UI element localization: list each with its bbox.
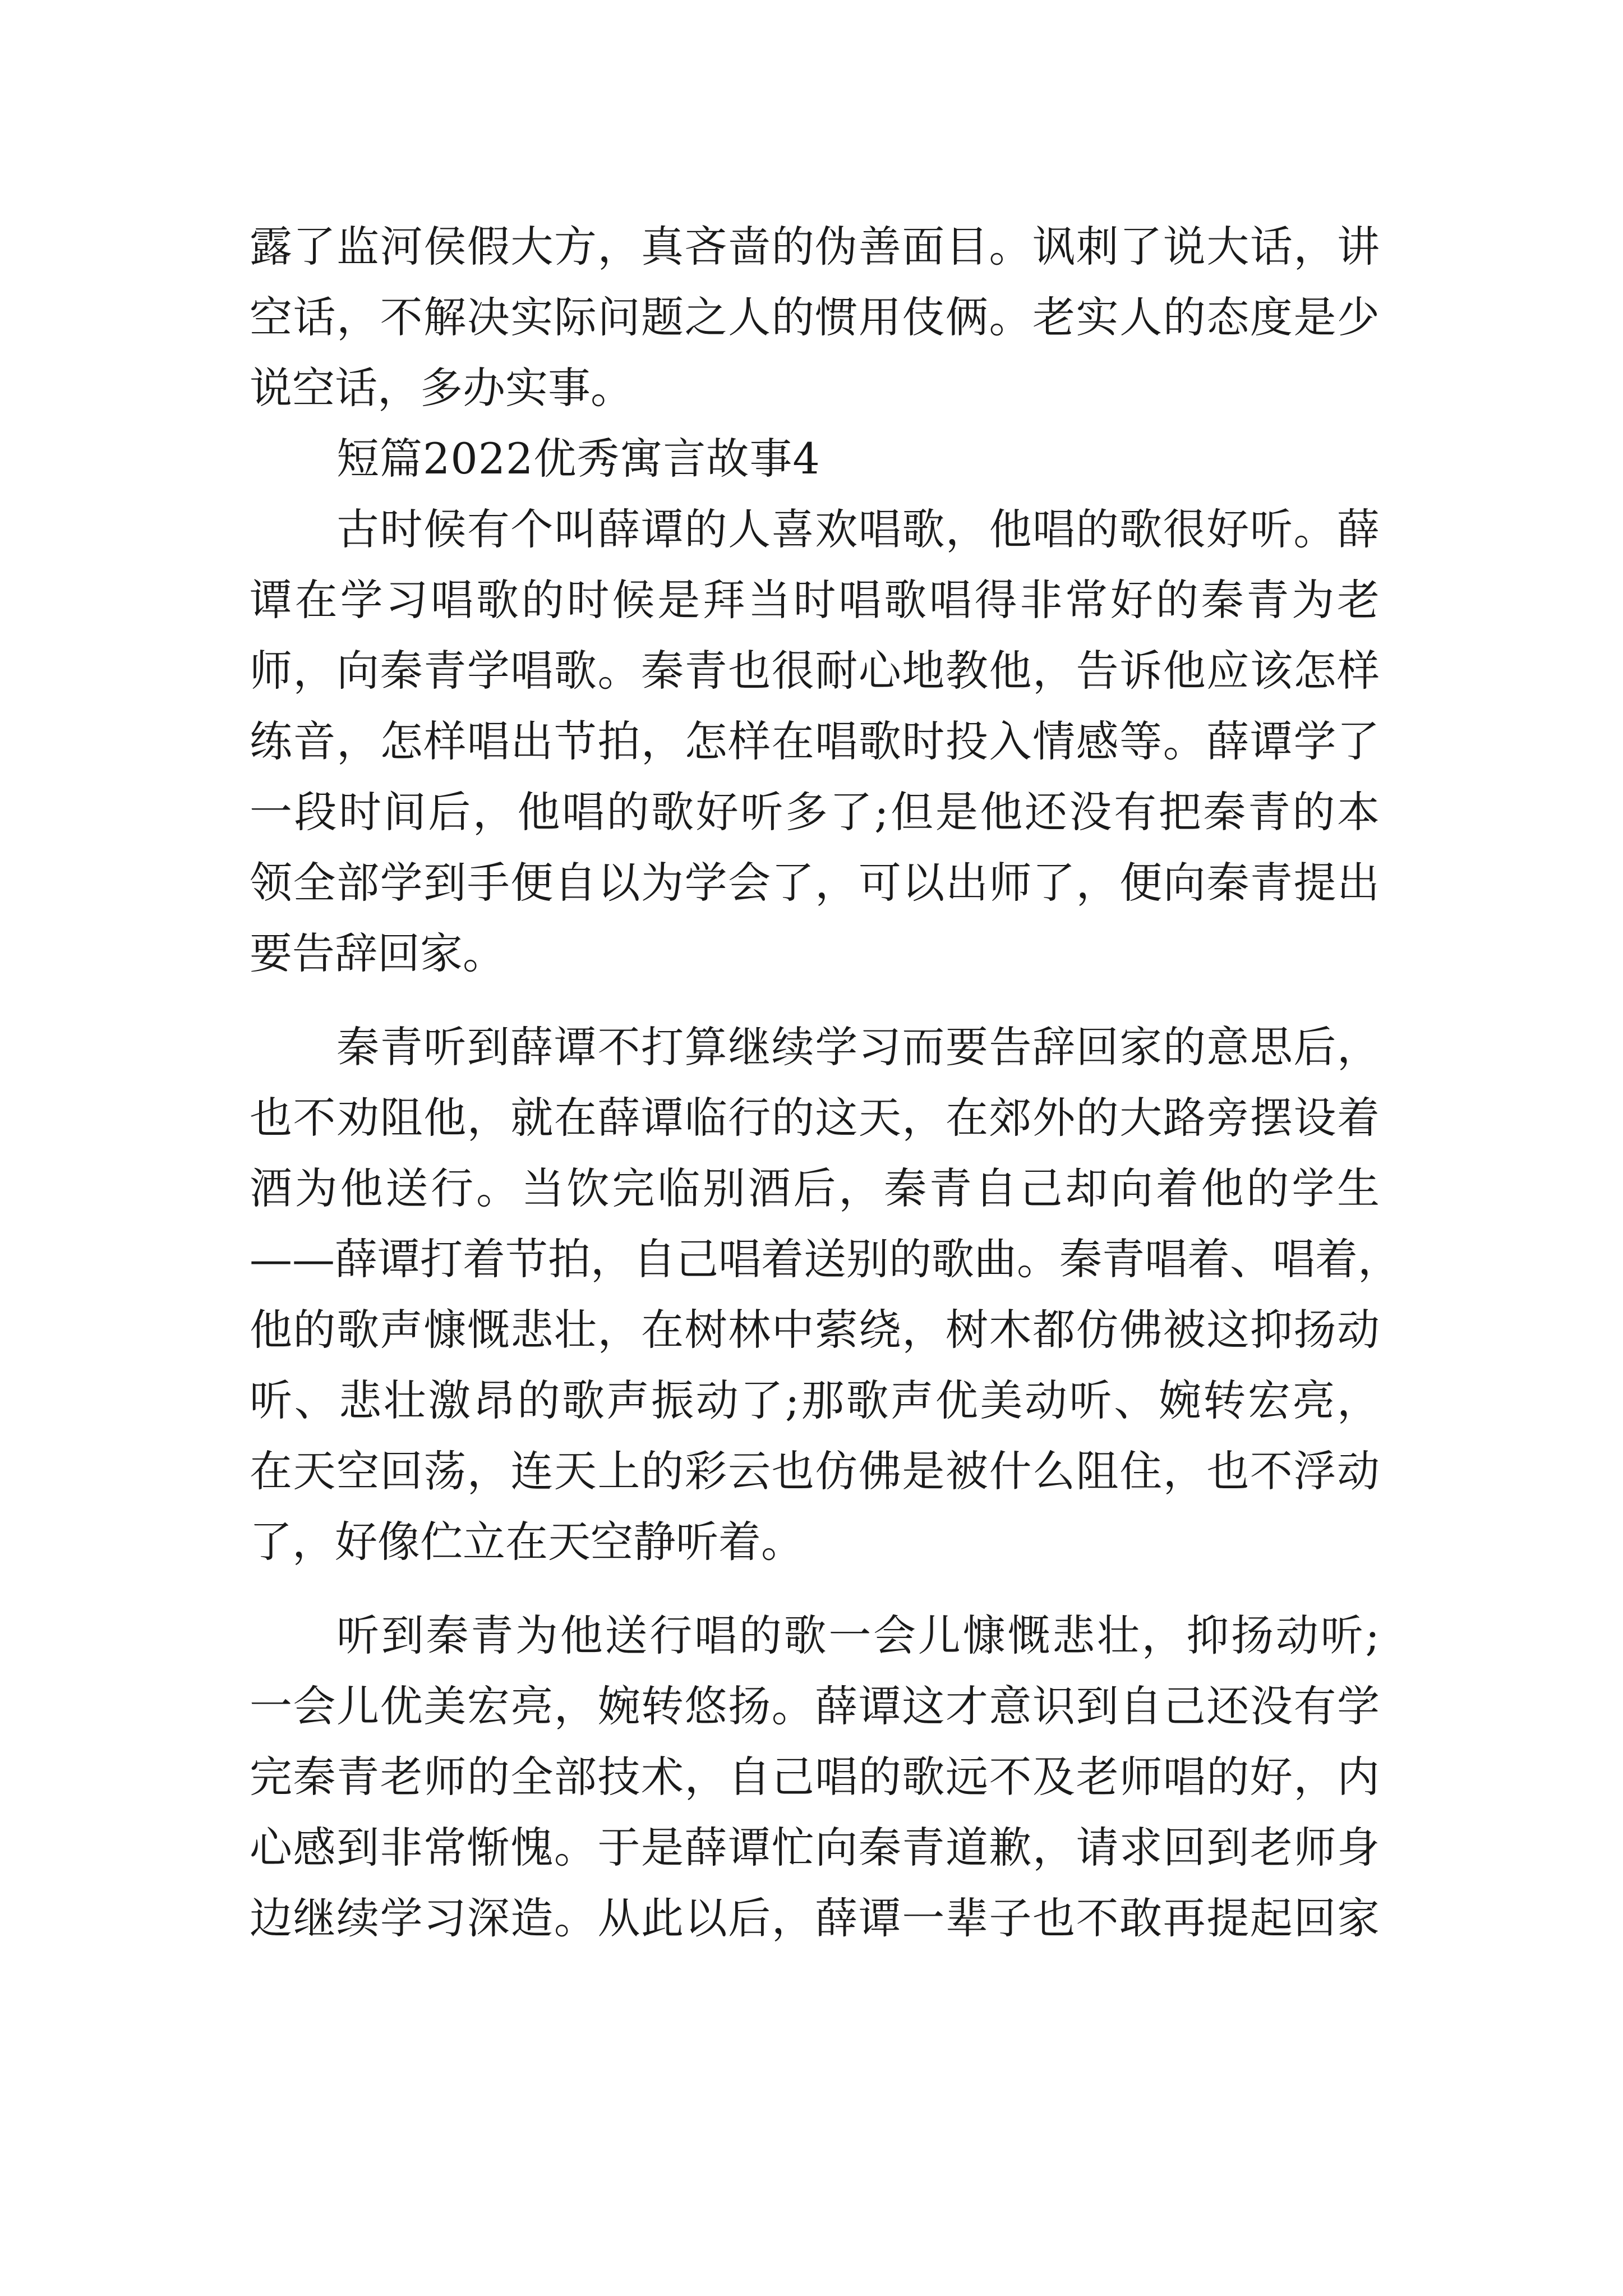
paragraph-line: 听、悲壮激昂的歌声振动了;那歌声优美动听、婉转宏亮， xyxy=(250,1375,1380,1425)
paragraph-line: 他的歌声慷慨悲壮，在树林中萦绕，树木都仿佛被这抑扬动 xyxy=(250,1305,1380,1355)
paragraph-line: 谭在学习唱歌的时候是拜当时唱歌唱得非常好的秦青为老 xyxy=(250,575,1380,625)
paragraph-line: 露了监河侯假大方，真吝啬的伪善面目。讽刺了说大话，讲 xyxy=(250,222,1380,272)
paragraph-line: 酒为他送行。当饮完临别酒后，秦青自己却向着他的学生 xyxy=(250,1163,1380,1213)
paragraph-line: 了，好像伫立在天空静听着。 xyxy=(250,1517,804,1567)
paragraph-line: 古时候有个叫薛谭的人喜欢唱歌，他唱的歌很好听。薛 xyxy=(336,504,1380,554)
paragraph-line: 一段时间后，他唱的歌好听多了;但是他还没有把秦青的本 xyxy=(250,787,1380,837)
paragraph-line: ——薛谭打着节拍，自己唱着送别的歌曲。秦青唱着、唱着， xyxy=(250,1234,1400,1284)
paragraph-line: 秦青听到薛谭不打算继续学习而要告辞回家的意思后， xyxy=(336,1022,1380,1072)
paragraph-line: 也不劝阻他，就在薛谭临行的这天，在郊外的大路旁摆设着 xyxy=(250,1093,1380,1143)
section-heading: 短篇2022优秀寓言故事4 xyxy=(336,434,820,484)
paragraph-line: 在天空回荡，连天上的彩云也仿佛是被什么阻住，也不浮动 xyxy=(250,1446,1380,1496)
paragraph-line: 空话，不解决实际问题之人的惯用伎俩。老实人的态度是少 xyxy=(250,292,1380,342)
paragraph-line: 师，向秦青学唱歌。秦青也很耐心地教他，告诉他应该怎样 xyxy=(250,646,1380,696)
paragraph-line: 边继续学习深造。从此以后，薛谭一辈子也不敢再提起回家 xyxy=(250,1893,1380,1943)
paragraph-line: 领全部学到手便自以为学会了，可以出师了，便向秦青提出 xyxy=(250,858,1380,908)
paragraph-line: 听到秦青为他送行唱的歌一会儿慷慨悲壮，抑扬动听; xyxy=(336,1611,1380,1660)
paragraph-line: 一会儿优美宏亮，婉转悠扬。薛谭这才意识到自己还没有学 xyxy=(250,1681,1380,1731)
paragraph-line: 说空话，多办实事。 xyxy=(250,363,633,413)
paragraph-line: 练音，怎样唱出节拍，怎样在唱歌时投入情感等。薛谭学了 xyxy=(250,716,1380,766)
paragraph-line: 心感到非常惭愧。于是薛谭忙向秦青道歉，请求回到老师身 xyxy=(250,1823,1380,1872)
paragraph-line: 完秦青老师的全部技术，自己唱的歌远不及老师唱的好，内 xyxy=(250,1752,1380,1802)
paragraph-line: 要告辞回家。 xyxy=(250,928,505,978)
